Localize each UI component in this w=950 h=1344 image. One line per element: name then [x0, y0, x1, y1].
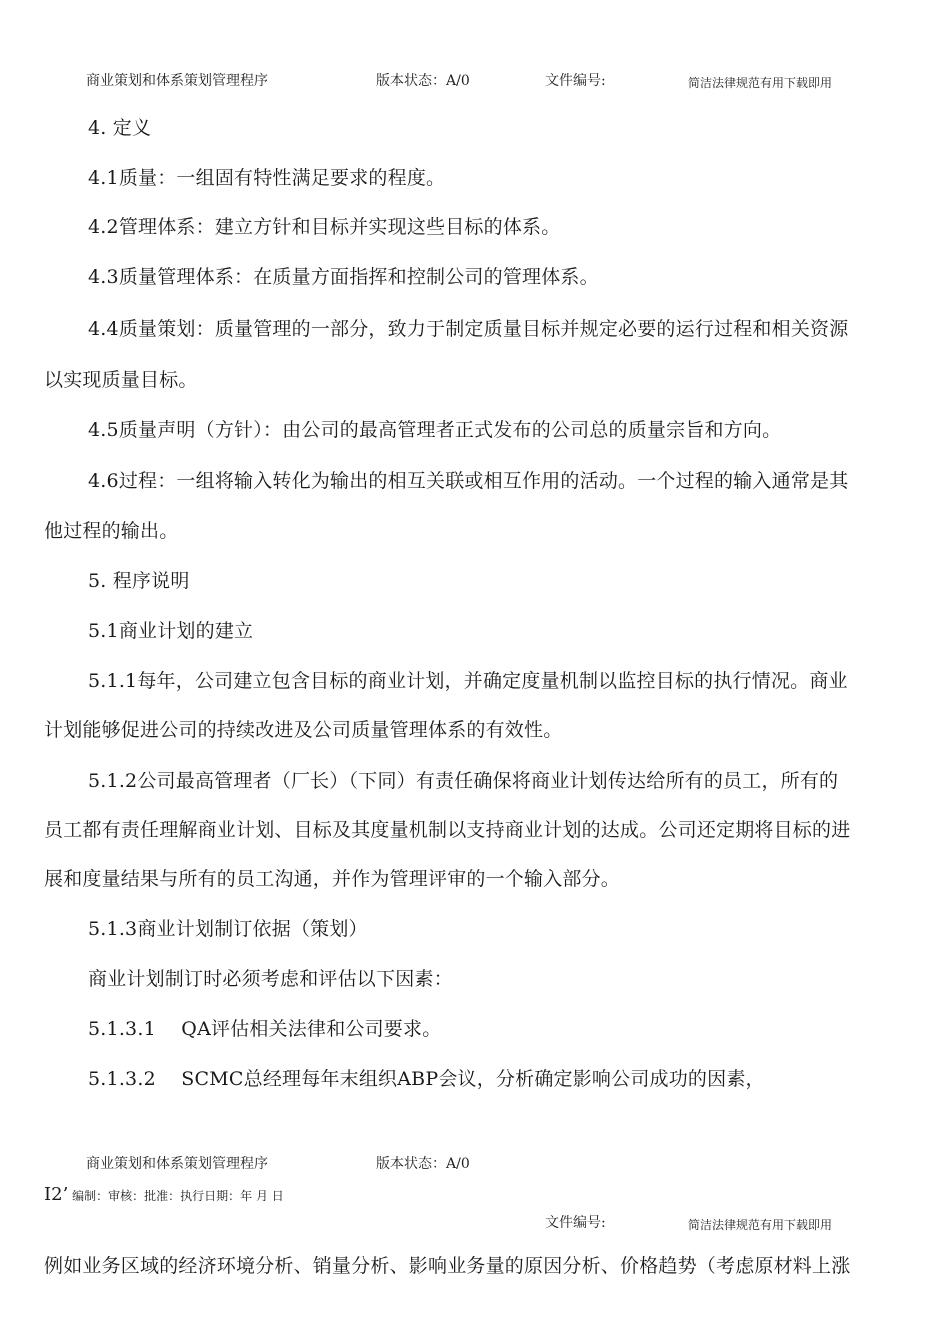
header-version-status: 版本状态：A/0	[376, 73, 470, 89]
paragraph-line: 4.6过程：一组将输入转化为输出的相互关联或相互作用的活动。一个过程的输入通常是其	[88, 470, 849, 492]
section-heading-definitions: 4. 定义	[88, 117, 152, 139]
footer-sign-line	[44, 1184, 284, 1205]
paragraph-line: 他过程的输出。	[44, 520, 179, 542]
section-heading-procedure: 5. 程序说明	[88, 570, 190, 592]
paragraph-line: 5.1.2公司最高管理者（厂长）（下同）有责任确保将商业计划传达给所有的员工，所有的	[88, 770, 839, 792]
paragraph-line: 计划能够促进公司的持续改进及公司质量管理体系的有效性。	[44, 719, 563, 741]
footer-doc-title: 商业策划和体系策划管理程序	[86, 1156, 268, 1172]
paragraph-line: 以实现质量目标。	[44, 369, 198, 391]
header-tagline: 简洁法律规范有用下载即用	[688, 76, 833, 90]
paragraph-line: 5.1.3.1 QA评估相关法律和公司要求。	[88, 1018, 442, 1040]
next-page-first-line: 例如业务区域的经济环境分析、销量分析、影响业务量的原因分析、价格趋势（考虑原材料上涨	[44, 1255, 851, 1277]
page-mark: I2’	[44, 1184, 69, 1205]
paragraph-line: 5.1商业计划的建立	[88, 620, 254, 642]
header-doc-title: 商业策划和体系策划管理程序	[86, 73, 268, 89]
paragraph-line: 商业计划制订时必须考虑和评估以下因素：	[88, 968, 453, 990]
paragraph-line: 5.1.3.2 SCMC总经理每年末组织ABP会议，分析确定影响公司成功的因素，	[88, 1068, 765, 1090]
sign-fields: 编制：审核：批准：执行日期：年 月 日	[72, 1189, 284, 1203]
paragraph-line: 4.3质量管理体系：在质量方面指挥和控制公司的管理体系。	[88, 266, 599, 288]
paragraph-line: 4.2管理体系：建立方针和目标并实现这些目标的体系。	[88, 216, 561, 238]
paragraph-line: 4.1质量：一组固有特性满足要求的程度。	[88, 167, 446, 189]
footer-doc-number-label: 文件编号:	[545, 1215, 606, 1231]
footer-tagline: 简洁法律规范有用下载即用	[688, 1218, 833, 1232]
header-doc-number-label: 文件编号:	[545, 73, 606, 89]
paragraph-line: 5.1.1每年，公司建立包含目标的商业计划，并确定度量机制以监控目标的执行情况。商业	[88, 670, 848, 692]
paragraph-line: 5.1.3商业计划制订依据（策划）	[88, 918, 368, 940]
paragraph-line: 4.5质量声明（方针）：由公司的最高管理者正式发布的公司总的质量宗旨和方向。	[88, 419, 782, 441]
paragraph-line: 4.4质量策划：质量管理的一部分，致力于制定质量目标并规定必要的运行过程和相关资源	[88, 318, 849, 340]
footer-version-status: 版本状态：A/0	[376, 1156, 470, 1172]
paragraph-line: 员工都有责任理解商业计划、目标及其度量机制以支持商业计划的达成。公司还定期将目标的进	[44, 819, 851, 841]
paragraph-line: 展和度量结果与所有的员工沟通，并作为管理评审的一个输入部分。	[44, 868, 621, 890]
